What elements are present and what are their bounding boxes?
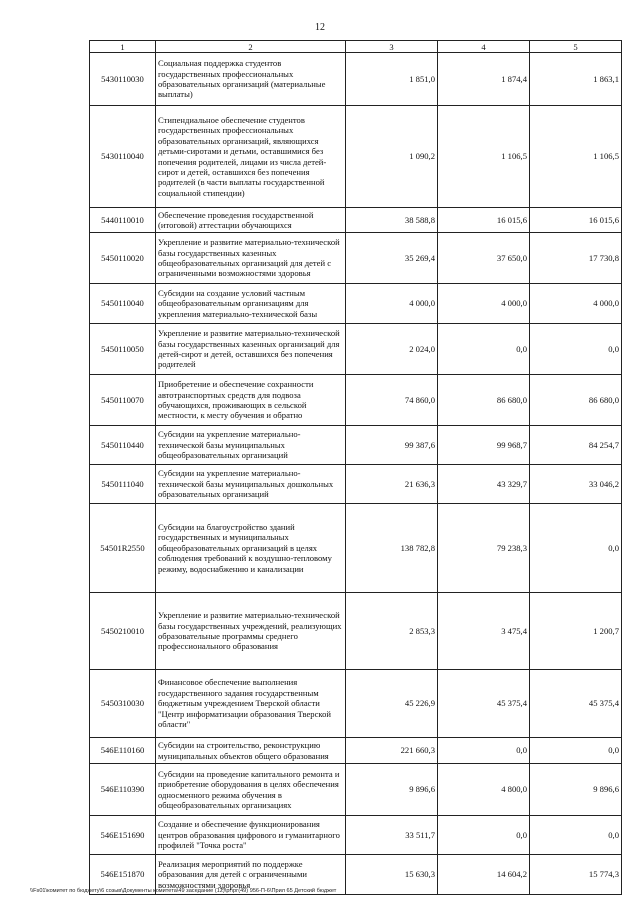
row-description: Социальная поддержка студентов государственных профессиональных образовательных организаций (материальные выплаты)	[156, 53, 346, 106]
table-row	[90, 670, 622, 738]
budget-code: 5440110010	[90, 208, 156, 233]
budget-code: 5450110040	[90, 284, 156, 324]
value-col-5: 84 254,7	[530, 426, 622, 465]
page-number: 12	[315, 22, 325, 33]
table-row	[90, 426, 622, 465]
value-col-5: 17 730,8	[530, 233, 622, 284]
value-col-5: 15 774,3	[530, 855, 622, 895]
table-row	[90, 284, 622, 324]
value-col-3: 33 511,7	[346, 816, 438, 855]
value-col-4: 1 106,5	[438, 106, 530, 208]
value-col-4: 4 000,0	[438, 284, 530, 324]
value-col-4: 79 238,3	[438, 504, 530, 593]
column-header: 3	[346, 41, 438, 53]
value-col-4: 0,0	[438, 324, 530, 375]
budget-code: 54501R2550	[90, 504, 156, 593]
budget-code: 5450111040	[90, 465, 156, 504]
value-col-3: 1 851,0	[346, 53, 438, 106]
column-header: 2	[156, 41, 346, 53]
row-description: Субсидии на благоустройство зданий государственных и муниципальных общеобразовательных организаций в целях соблюдения требований к воздушно-тепловому режиму, водоснабжению и канализации	[156, 504, 346, 593]
column-header: 1	[90, 41, 156, 53]
budget-code: 5450310030	[90, 670, 156, 738]
row-description: Субсидии на строительство, реконструкцию муниципальных объектов общего образования	[156, 738, 346, 764]
table-row	[90, 816, 622, 855]
budget-code: 546E151870	[90, 855, 156, 895]
value-col-3: 74 860,0	[346, 375, 438, 426]
value-col-3: 21 636,3	[346, 465, 438, 504]
table-header-row	[90, 41, 622, 53]
value-col-3: 15 630,3	[346, 855, 438, 895]
value-col-5: 0,0	[530, 738, 622, 764]
value-col-5: 9 896,6	[530, 764, 622, 816]
value-col-5: 1 200,7	[530, 593, 622, 670]
column-header: 4	[438, 41, 530, 53]
value-col-3: 38 588,8	[346, 208, 438, 233]
budget-code: 5450110020	[90, 233, 156, 284]
budget-table	[89, 40, 622, 895]
table-row	[90, 504, 622, 593]
budget-code: 5430110030	[90, 53, 156, 106]
value-col-3: 35 269,4	[346, 233, 438, 284]
budget-code: 5430110040	[90, 106, 156, 208]
value-col-5: 1 106,5	[530, 106, 622, 208]
value-col-4: 37 650,0	[438, 233, 530, 284]
row-description: Реализация мероприятий по поддержке образования для детей с ограниченными возможностями здоровья	[156, 855, 346, 895]
budget-code: 5450110050	[90, 324, 156, 375]
value-col-5: 45 375,4	[530, 670, 622, 738]
value-col-3: 4 000,0	[346, 284, 438, 324]
value-col-4: 16 015,6	[438, 208, 530, 233]
value-col-4: 3 475,4	[438, 593, 530, 670]
value-col-5: 86 680,0	[530, 375, 622, 426]
row-description: Обеспечение проведения государственной (итоговой) аттестации обучающихся	[156, 208, 346, 233]
budget-code: 546E110160	[90, 738, 156, 764]
value-col-4: 43 329,7	[438, 465, 530, 504]
table-row	[90, 738, 622, 764]
value-col-4: 45 375,4	[438, 670, 530, 738]
column-header: 5	[530, 41, 622, 53]
row-description: Финансовое обеспечение выполнения государственного задания государственным бюджетным учреждением Тверской области "Центр информатизации образования Тверской области"	[156, 670, 346, 738]
row-description: Укрепление и развитие материально-технической базы государственных казенных организаций для детей-сирот и детей, оставшихся без попечения родителей	[156, 324, 346, 375]
value-col-4: 0,0	[438, 738, 530, 764]
table-row	[90, 593, 622, 670]
value-col-5: 0,0	[530, 504, 622, 593]
value-col-3: 2 024,0	[346, 324, 438, 375]
budget-code: 5450110070	[90, 375, 156, 426]
value-col-3: 138 782,8	[346, 504, 438, 593]
table-row	[90, 324, 622, 375]
value-col-3: 9 896,6	[346, 764, 438, 816]
table-row	[90, 465, 622, 504]
budget-code: 546E110390	[90, 764, 156, 816]
value-col-3: 99 387,6	[346, 426, 438, 465]
budget-code: 5450110440	[90, 426, 156, 465]
table-row	[90, 53, 622, 106]
value-col-4: 14 604,2	[438, 855, 530, 895]
value-col-4: 1 874,4	[438, 53, 530, 106]
table-row	[90, 764, 622, 816]
value-col-4: 99 968,7	[438, 426, 530, 465]
row-description: Субсидии на создание условий частным общеобразовательным организациям для укрепления материально-технической базы	[156, 284, 346, 324]
value-col-5: 4 000,0	[530, 284, 622, 324]
row-description: Субсидии на проведение капитального ремонта и приобретение оборудования в целях обеспечения односменного режима обучения в общеобразовательных организациях	[156, 764, 346, 816]
value-col-3: 45 226,9	[346, 670, 438, 738]
value-col-4: 86 680,0	[438, 375, 530, 426]
row-description: Приобретение и обеспечение сохранности автотранспортных средств для подвоза обучающихся, проживающих в сельской местности, к месту обучения и обратно	[156, 375, 346, 426]
value-col-3: 1 090,2	[346, 106, 438, 208]
row-description: Укрепление и развитие материально-технической базы государственных учреждений, реализующих образовательные программы среднего профессионального образования	[156, 593, 346, 670]
row-description: Субсидии на укрепление материально-технической базы муниципальных дошкольных образовательных организаций	[156, 465, 346, 504]
row-description: Создание и обеспечение функционирования центров образования цифрового и гуманитарного профилей "Точка роста"	[156, 816, 346, 855]
table-row	[90, 233, 622, 284]
row-description: Субсидии на укрепление материально-технической базы муниципальных общеобразовательных организаций	[156, 426, 346, 465]
budget-code: 5450210010	[90, 593, 156, 670]
budget-code: 546E151690	[90, 816, 156, 855]
value-col-3: 221 660,3	[346, 738, 438, 764]
value-col-5: 16 015,6	[530, 208, 622, 233]
value-col-5: 0,0	[530, 816, 622, 855]
row-description: Укрепление и развитие материально-технической базы государственных казенных общеобразовательных организаций для детей с ограниченными возможностями здоровья	[156, 233, 346, 284]
value-col-3: 2 853,3	[346, 593, 438, 670]
table-row	[90, 208, 622, 233]
footer-file-path: \\Fs01\комитет по бюджету\6 созыв\Документы комитета\49 заседание (12)\рг\рг(49) 956-П-6\Прил 65 Детский бюджет	[30, 888, 337, 894]
value-col-5: 33 046,2	[530, 465, 622, 504]
value-col-4: 4 800,0	[438, 764, 530, 816]
value-col-5: 1 863,1	[530, 53, 622, 106]
row-description: Стипендиальное обеспечение студентов государственных профессиональных образовательных организаций, являющихся детьми-сиротами и детьми, оставшимися без попечения родителей, лицами из числа детей-сирот и детей, оставшихся без попечения родителей (в части выплаты государственной социальной стипендии)	[156, 106, 346, 208]
table-row	[90, 375, 622, 426]
value-col-5: 0,0	[530, 324, 622, 375]
value-col-4: 0,0	[438, 816, 530, 855]
table-row	[90, 106, 622, 208]
